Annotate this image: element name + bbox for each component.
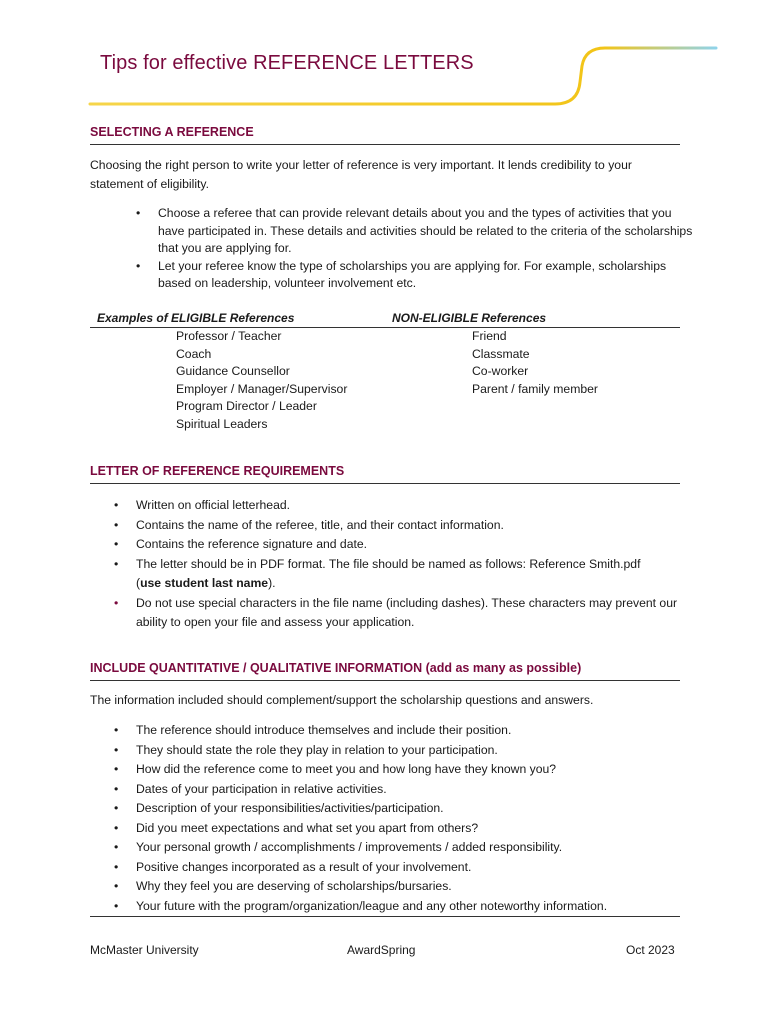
list-item: • How did the reference come to meet you and how long have they known you? — [114, 762, 557, 776]
bold-note: use student last name — [140, 576, 269, 590]
list-item: Co-worker — [472, 364, 529, 378]
list-item: • Dates of your participation in relative activities. — [114, 781, 387, 796]
list-item: • Did you meet expectations and what set you apart from others? — [114, 820, 479, 835]
list-item: • The letter should be in PDF format. The file should be named as follows: Reference Smith.pdf (use student last name). — [114, 556, 641, 590]
eligible-list — [176, 328, 347, 433]
footer-center: AwardSpring — [347, 943, 416, 957]
section3-intro: The information included should complement/support the scholarship questions and answers. — [90, 693, 594, 707]
non-eligible-list — [472, 328, 598, 398]
list-item: • Choose a referee that can provide relevant details about you and the types of activities that you have participated in. These details and activities should be related to the criteria of the scholarships that you are applying for. — [136, 206, 693, 255]
list-item: • Contains the reference signature and date. — [114, 537, 368, 551]
page-title: Tips for effective REFERENCE LETTERS — [100, 52, 474, 74]
list-item: • Why they feel you are deserving of scholarships/bursaries. — [114, 879, 452, 893]
list-item: Program Director / Leader — [176, 399, 317, 413]
list-item: • They should state the role they play in relation to your participation. — [114, 742, 498, 757]
section1-bullet-list — [136, 205, 698, 293]
list-item: • Written on official letterhead. — [114, 498, 291, 512]
list-item: • Your future with the program/organization/league and any other noteworthy information. — [114, 898, 608, 913]
section-heading-selecting: SELECTING A REFERENCE — [90, 125, 680, 145]
list-item: • Contains the name of the referee, title, and their contact information. — [114, 517, 504, 532]
section-heading-requirements: LETTER OF REFERENCE REQUIREMENTS — [90, 464, 680, 484]
list-item: Spiritual Leaders — [176, 416, 268, 431]
list-item: Professor / Teacher — [176, 329, 282, 343]
divider — [90, 916, 680, 917]
section1-intro: Choosing the right person to write your letter of reference is very important. It lends credibility to your statement of eligibility. — [90, 158, 632, 191]
non-eligible-column-header: NON-ELIGIBLE References — [392, 311, 547, 325]
footer-left: McMaster University — [90, 943, 199, 957]
section2-bullet-list — [114, 496, 686, 633]
list-item: • Description of your responsibilities/activities/participation. — [114, 801, 444, 815]
list-item: Classmate — [472, 346, 530, 361]
list-item: • The reference should introduce themselves and include their position. — [114, 723, 512, 737]
list-item: • Positive changes incorporated as a result of your involvement. — [114, 859, 472, 874]
list-item: • Your personal growth / accomplishments / improvements / added responsibility. — [114, 840, 563, 854]
list-item: Friend — [472, 329, 507, 343]
section-heading-quantitative: INCLUDE QUANTITATIVE / QUALITATIVE INFORMATION (add as many as possible) — [90, 661, 680, 681]
eligible-column-header: Examples of ELIGIBLE References — [97, 311, 295, 325]
list-item: Guidance Counsellor — [176, 364, 290, 378]
footer-right: Oct 2023 — [626, 943, 675, 957]
list-item: Employer / Manager/Supervisor — [176, 381, 348, 396]
section3-bullet-list — [114, 721, 686, 916]
list-item: • Do not use special characters in the file name (including dashes). These characters may prevent our ability to open your file and assess your application. — [114, 595, 678, 629]
list-item: Coach — [176, 346, 212, 361]
list-item: Parent / family member — [472, 381, 598, 396]
list-item: • Let your referee know the type of scholarships you are applying for. For example, scholarships based on leadership, volunteer involvement etc. — [136, 258, 667, 290]
